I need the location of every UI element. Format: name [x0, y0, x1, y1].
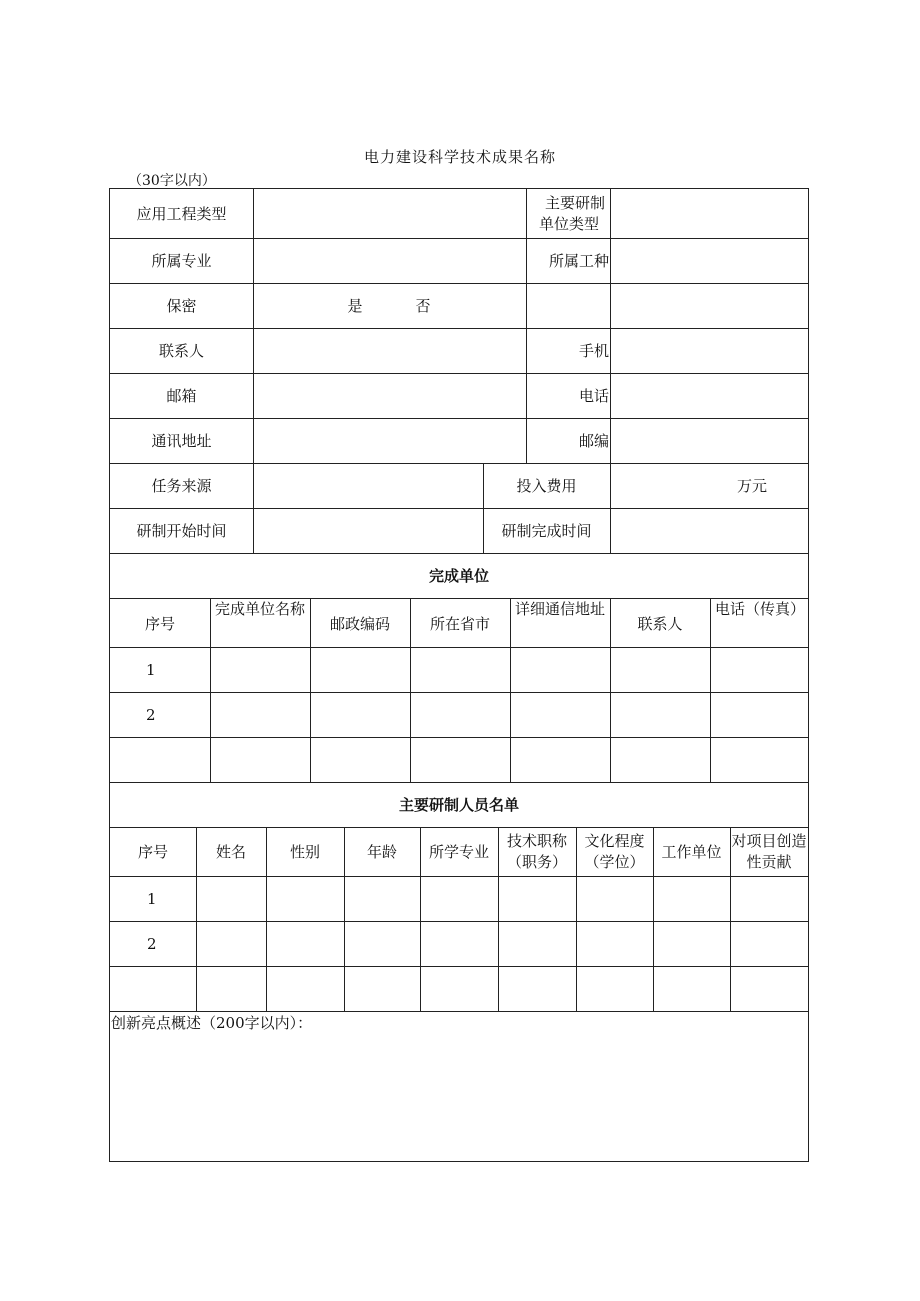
- col-divider: [253, 189, 254, 553]
- personnel-header-title-line1: 技术职称: [506, 831, 567, 850]
- start-time-label: 研制开始时间: [136, 521, 227, 540]
- personnel-header-contribution: [730, 827, 808, 876]
- units-header-no: 序号: [144, 615, 175, 633]
- personnel-header-no: 序号: [137, 842, 168, 861]
- email-label: 邮箱: [166, 386, 197, 405]
- form-subtitle: （30字以内）: [128, 173, 216, 189]
- personnel-row-no: 1: [147, 889, 157, 908]
- personnel-header-contrib-line1: 对项目创造: [731, 831, 807, 850]
- app-type-label: 应用工程类型: [136, 204, 227, 223]
- units-header-province: 所在省市: [429, 615, 490, 633]
- row-divider: [110, 647, 808, 648]
- row-divider: [110, 737, 808, 738]
- units-section-title: 完成单位: [428, 566, 489, 585]
- row-divider: [110, 692, 808, 693]
- units-header-name: 完成单位名称: [214, 600, 305, 618]
- personnel-header-work-unit: 工作单位: [661, 842, 722, 861]
- innovation-text-area[interactable]: [110, 1035, 808, 1161]
- units-row-no: 2: [146, 705, 156, 724]
- phone-label: 电话: [578, 386, 609, 405]
- personnel-header-edu-line1: 文化程度: [584, 831, 645, 850]
- main-unit-type-line1: 主要研制: [544, 194, 605, 212]
- work-type-label: 所属工种: [548, 251, 609, 270]
- personnel-header-major: 所学专业: [428, 842, 489, 861]
- personnel-section-title: 主要研制人员名单: [398, 795, 519, 814]
- personnel-row-no: 2: [147, 934, 157, 953]
- personnel-row-no: [147, 966, 187, 1011]
- units-header-phone: 电话（传真）: [714, 600, 805, 618]
- specialty-label: 所属专业: [151, 251, 212, 270]
- personnel-header-name: 姓名: [215, 842, 246, 861]
- row-divider: [110, 876, 808, 877]
- main-unit-type-line2: 单位类型: [538, 215, 599, 233]
- personnel-header-age: 年龄: [366, 842, 397, 861]
- postcode-label: 邮编: [578, 431, 609, 450]
- secret-no-option[interactable]: 否: [415, 296, 431, 315]
- row-divider: [110, 966, 808, 967]
- units-header-postcode: 邮政编码: [329, 615, 390, 633]
- investment-label: 投入费用: [516, 476, 577, 495]
- secret-label: 保密: [166, 296, 197, 315]
- task-source-label: 任务来源: [151, 476, 212, 495]
- col-divider: [610, 189, 611, 553]
- end-time-label: 研制完成时间: [501, 521, 592, 540]
- secret-yes-option[interactable]: 是: [347, 296, 363, 315]
- address-label: 通讯地址: [151, 431, 212, 450]
- units-header-contact: 联系人: [637, 615, 683, 633]
- personnel-header-title: [498, 827, 576, 876]
- personnel-header-education: [576, 827, 653, 876]
- contact-label: 联系人: [158, 341, 204, 360]
- form-title: 电力建设科学技术成果名称: [363, 148, 556, 166]
- personnel-header-gender: 性别: [289, 842, 320, 861]
- units-row-no: [146, 737, 206, 782]
- mobile-label: 手机: [578, 341, 609, 360]
- innovation-label: 创新亮点概述（200字以内）：: [111, 1014, 313, 1032]
- personnel-header-contrib-line2: 性贡献: [746, 852, 792, 871]
- main-unit-type-label: [528, 193, 610, 235]
- investment-unit: 万元: [736, 476, 767, 495]
- personnel-header-title-line2: （职务）: [506, 852, 567, 871]
- application-form-table: [109, 188, 809, 1162]
- units-row-no: 1: [146, 660, 156, 679]
- units-header-address: 详细通信地址: [514, 600, 605, 618]
- row-divider: [110, 921, 808, 922]
- personnel-header-edu-line2: （学位）: [584, 852, 645, 871]
